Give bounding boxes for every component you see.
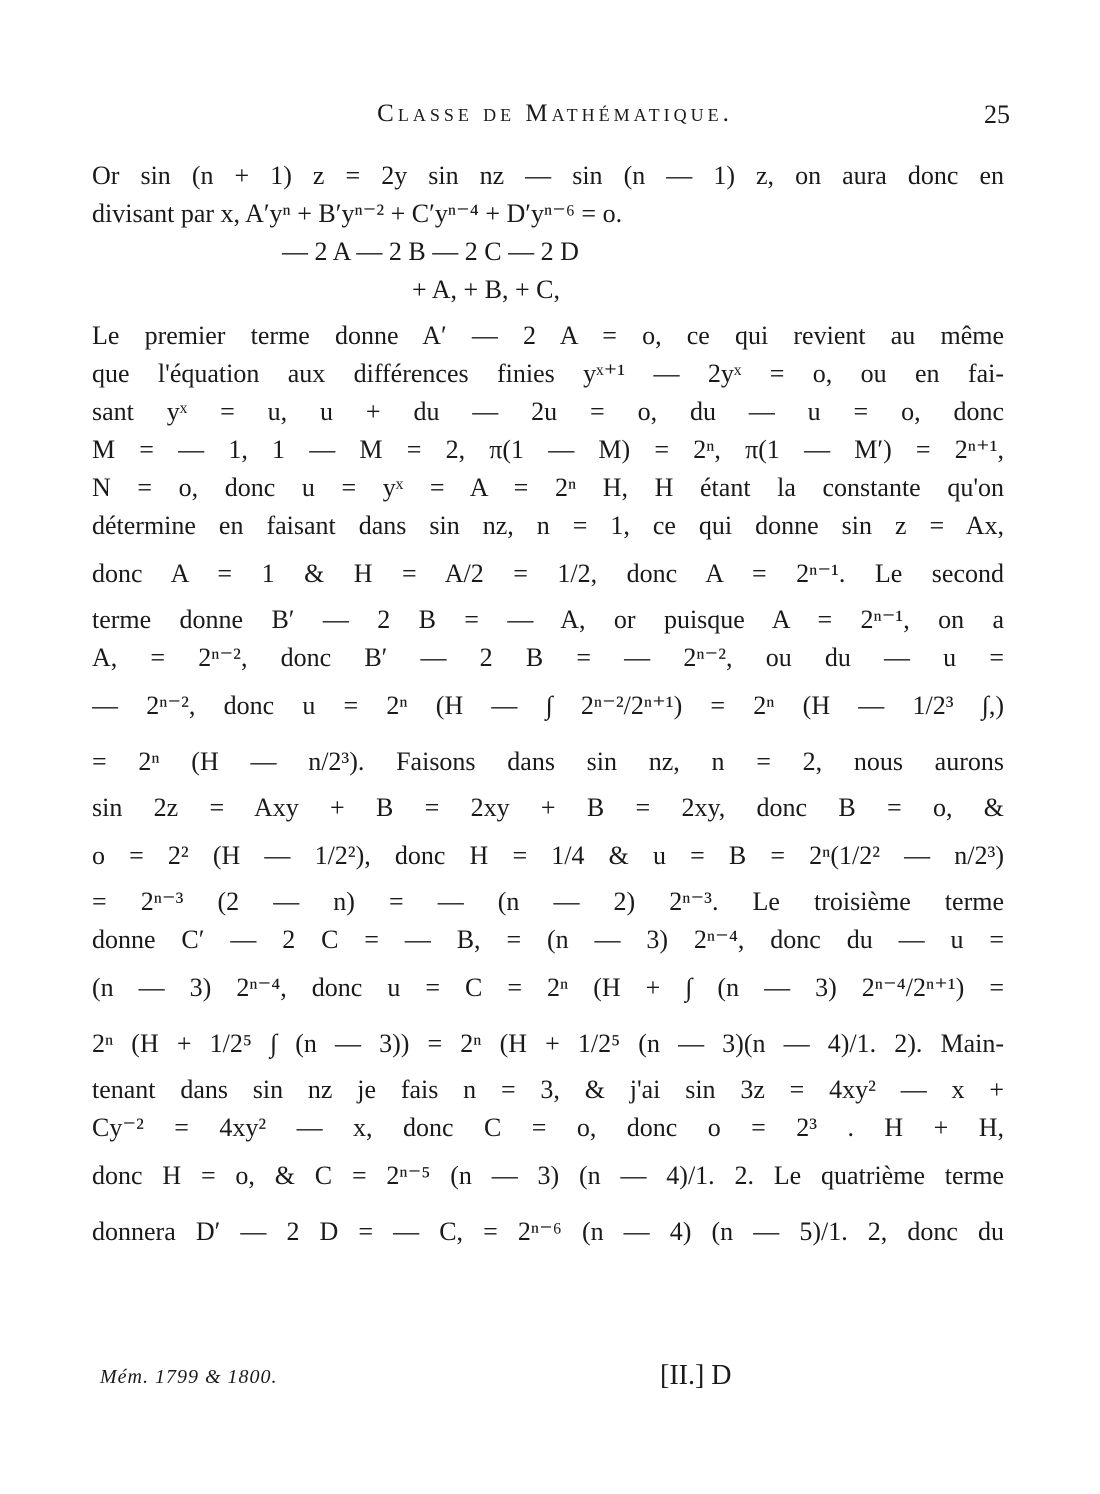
signature-mark: [II.] D [660, 1360, 732, 1391]
text-line: sant yˣ = u, u + du — 2u = o, du — u = o, donc [92, 397, 1004, 426]
equation-row: — 2 A — 2 B — 2 C — 2 D [282, 237, 579, 266]
page-header [90, 100, 1020, 140]
text-line: que l'équation aux différences finies yˣ⁺¹ — 2yˣ = o, ou en fai- [92, 359, 1004, 388]
text-line: donc A = 1 & H = A/2 = 1/2, donc A = 2ⁿ⁻¹. Le second [92, 559, 1004, 588]
text-line: donnera D′ — 2 D = — C, = 2ⁿ⁻⁶ (n — 4) (n — 5)/1. 2, donc du [92, 1217, 1004, 1246]
text-line: donc H = o, & C = 2ⁿ⁻⁵ (n — 3) (n — 4)/1. 2. Le quatrième terme [92, 1161, 1004, 1190]
text-line: = 2ⁿ (H — n/2³). Faisons dans sin nz, n = 2, nous aurons [92, 747, 1004, 776]
text-line: détermine en faisant dans sin nz, n = 1, ce qui donne sin z = Ax, [92, 511, 1004, 540]
text-line: donne C′ — 2 C = — B, = (n — 3) 2ⁿ⁻⁴, donc du — u = [92, 925, 1004, 954]
text-line: sin 2z = Axy + B = 2xy + B = 2xy, donc B = o, & [92, 793, 1004, 822]
page-footer [100, 1360, 1000, 1400]
equation-row: + A, + B, + C, [412, 275, 561, 304]
text-line: o = 2² (H — 1/2²), donc H = 1/4 & u = B = 2ⁿ(1/2² — n/2³) [92, 841, 1004, 870]
body-text [92, 158, 1004, 1260]
text-line: Or sin (n + 1) z = 2y sin nz — sin (n — 1) z, on aura donc en [92, 161, 1004, 190]
text-line: Le premier terme donne A′ — 2 A = o, ce qui revient au même [92, 321, 1004, 350]
text-line: 2ⁿ (H + 1/2⁵ ∫ (n — 3)) = 2ⁿ (H + 1/2⁵ (n — 3)(n — 4)/1. 2). Main- [92, 1029, 1004, 1058]
text-line: (n — 3) 2ⁿ⁻⁴, donc u = C = 2ⁿ (H + ∫ (n — 3) 2ⁿ⁻⁴/2ⁿ⁺¹) = [92, 973, 1004, 1002]
text-line: Cy⁻² = 4xy² — x, donc C = o, donc o = 2³ . H + H, [92, 1113, 1004, 1142]
running-head: Classe de Mathématique. [377, 100, 733, 127]
text-line: divisant par x, A′yⁿ + B′yⁿ⁻² + C′yⁿ⁻⁴ + D′yⁿ⁻⁶ = o. [92, 199, 623, 228]
paragraph-gap [92, 310, 1004, 318]
text-line: A, = 2ⁿ⁻², donc B′ — 2 B = — 2ⁿ⁻², ou du — u = [92, 643, 1004, 672]
text-line: = 2ⁿ⁻³ (2 — n) = — (n — 2) 2ⁿ⁻³. Le troisième terme [92, 887, 1004, 916]
text-line: M = — 1, 1 — M = 2, π(1 — M) = 2ⁿ, π(1 — M′) = 2ⁿ⁺¹, [92, 435, 1004, 464]
text-line: tenant dans sin nz je fais n = 3, & j'ai sin 3z = 4xy² — x + [92, 1075, 1004, 1104]
page-number: 25 [984, 100, 1010, 129]
text-line: — 2ⁿ⁻², donc u = 2ⁿ (H — ∫ 2ⁿ⁻²/2ⁿ⁺¹) = 2ⁿ (H — 1/2³ ∫,) [92, 691, 1004, 720]
footer-note: Mém. 1799 & 1800. [100, 1366, 278, 1388]
text-line: N = o, donc u = yˣ = A = 2ⁿ H, H étant la constante qu'on [92, 473, 1004, 502]
text-line: terme donne B′ — 2 B = — A, or puisque A = 2ⁿ⁻¹, on a [92, 605, 1004, 634]
